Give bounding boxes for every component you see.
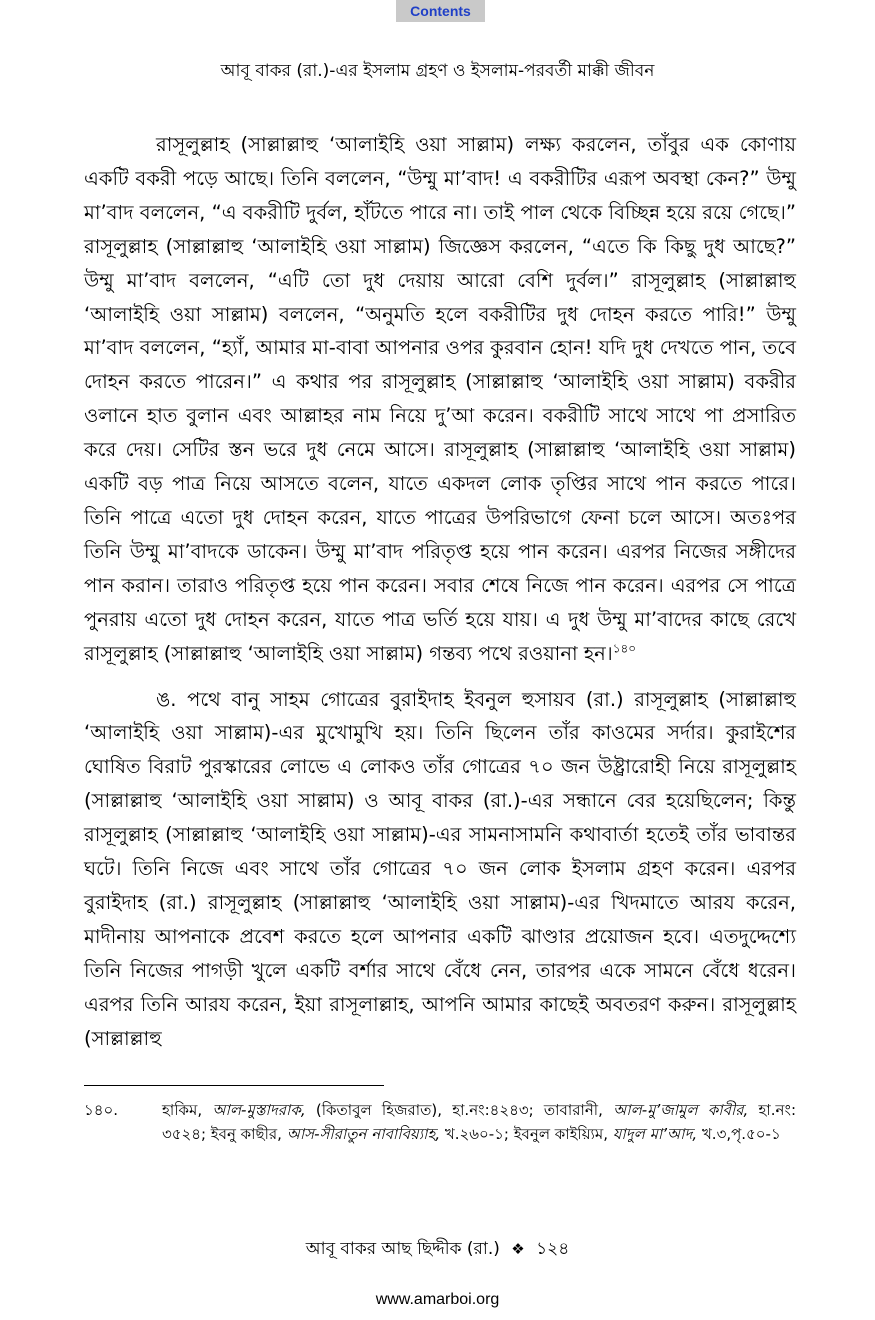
- footnote-source-title: আল-মু’জামুল কাবীর,: [613, 1101, 749, 1119]
- footnote-seg: হা.নং: ৩৫২৪; ইবনু কাছীর,: [162, 1101, 796, 1143]
- footnote-source-title: আস-সীরাতুন নাবাবিয়্যাহ,: [286, 1125, 441, 1143]
- footnote-source-title: আল-মুস্তাদরাক,: [212, 1101, 306, 1119]
- footnote-ref-140[interactable]: ১৪০: [612, 641, 637, 656]
- contents-button[interactable]: Contents: [396, 0, 485, 22]
- footnote-text: [162, 1098, 796, 1146]
- website-link[interactable]: www.amarboi.org: [375, 1291, 500, 1308]
- footnote-seg: হাকিম,: [162, 1101, 213, 1119]
- footnote-seg: খ.২৬০-১; ইবনুল কাইয়্যিম,: [440, 1125, 613, 1143]
- footnote-seg: খ.৩,পৃ.৫০-১: [697, 1125, 781, 1143]
- footnote-divider: [84, 1085, 384, 1086]
- footnote-140: [84, 1098, 796, 1146]
- ornament-icon: ❖: [511, 1240, 525, 1258]
- paragraph-2: ঙ. পথে বানু সাহম গোত্রের বুরাইদাহ ইবনুল হুসায়ব (রা.) রাসূলুল্লাহ (সাল্লাল্লাহু ‘আলাইহি ওয়া সাল্লাম)-এর মুখোমুখি হয়। তিনি ছিলেন তাঁর কাওমের সর্দার। কুরাইশের ঘোষিত বিরাট পুরস্কারের লোভে এ লোকও তাঁর গোত্রের ৭০ জন উষ্ট্রারোহী নিয়ে রাসূলুল্লাহ (সাল্লাল্লাহু ‘আলাইহি ওয়া সাল্লাম) ও আবূ বাকর (রা.)-এর সন্ধানে বের হয়েছিলেন; কিন্তু রাসূলুল্লাহ (সাল্লাল্লাহু ‘আলাইহি ওয়া সাল্লাম)-এর সামনাসামনি কথাবার্তা হতেই তাঁর ভাবান্তর ঘটে। তিনি নিজে এবং সাথে তাঁর গোত্রের ৭০ জন লোক ইসলাম গ্রহণ করেন। এরপর বুরাইদাহ (রা.) রাসূলুল্লাহ (সাল্লাল্লাহু ‘আলাইহি ওয়া সাল্লাম)-এর খিদমাতে আরয করেন, মাদীনায় আপনাকে প্রবেশ করতে হলে আপনার একটি ঝাণ্ডার প্রয়োজন হবে। এতদুদ্দেশ্যে তিনি নিজের পাগড়ী খুলে একটি বর্শার সাথে বেঁধে নেন, তারপর একে সামনে বেঁধে ধরেন। এরপর তিনি আরয করেন, ইয়া রাসূলাল্লাহ, আপনি আমার কাছেই অবতরণ করুন। রাসূলুল্লাহ (সাল্লাল্লাহু: [84, 687, 796, 1050]
- footer-book-title: আবূ বাকর আছ ছিদ্দীক (রা.): [305, 1239, 500, 1259]
- page-number: ১২৪: [536, 1239, 570, 1259]
- page-footer: [0, 1236, 875, 1264]
- footnote-number: ১৪০.: [84, 1101, 118, 1119]
- running-header: আবূ বাকর (রা.)-এর ইসলাম গ্রহণ ও ইসলাম-পরবর্তী মাক্কী জীবন: [220, 61, 655, 81]
- footnote-seg: (কিতাবুল হিজরাত), হা.নং:৪২৪৩; তাবারানী,: [305, 1101, 614, 1119]
- main-text: [84, 128, 796, 1055]
- paragraph-1: [84, 128, 796, 671]
- footnote-source-title: যাদুল মা’আদ,: [612, 1125, 698, 1143]
- paragraph-1-text: রাসূলুল্লাহ (সাল্লাল্লাহু ‘আলাইহি ওয়া সাল্লাম) লক্ষ্য করলেন, তাঁবুর এক কোণায় একটি বকরী পড়ে আছে। তিনি বললেন, “উম্মু মা’বাদ! এ বকরীটির এরূপ অবস্থা কেন?” উম্মু মা’বাদ বললেন, “এ বকরীটি দুর্বল, হাঁটতে পারে না। তাই পাল থেকে বিচ্ছিন্ন হয়ে রয়ে গেছে।” রাসূলুল্লাহ (সাল্লাল্লাহু ‘আলাইহি ওয়া সাল্লাম) জিজ্ঞেস করলেন, “এতে কি কিছু দুধ আছে?” উম্মু মা’বাদ বললেন, “এটি তো দুধ দেয়ায় আরো বেশি দুর্বল।” রাসূলুল্লাহ (সাল্লাল্লাহু ‘আলাইহি ওয়া সাল্লাম) বললেন, “অনুমতি হলে বকরীটির দুধ দোহন করতে পারি!” উম্মু মা’বাদ বললেন, “হ্যাঁ, আমার মা-বাবা আপনার ওপর কুরবান হোন! যদি দুধ দেখতে পান, তবে দোহন করতে পারেন।” এ কথার পর রাসূলুল্লাহ (সাল্লাল্লাহু ‘আলাইহি ওয়া সাল্লাম) বকরীর ওলানে হাত বুলান এবং আল্লাহর নাম নিয়ে দু’আ করেন। বকরীটি সাথে সাথে পা প্রসারিত করে দেয়। সেটির স্তন ভরে দুধ নেমে আসে। রাসূলুল্লাহ (সাল্লাল্লাহু ‘আলাইহি ওয়া সাল্লাম) একটি বড় পাত্র নিয়ে আসতে বলেন, যাতে একদল লোক তৃপ্তির সাথে পান করতে পারে। তিনি পাত্রে এতো দুধ দোহন করেন, যাতে পাত্রের উপরিভাগে ফেনা চলে আসে। অতঃপর তিনি উম্মু মা’বাদকে ডাকেন। উম্মু মা’বাদ পরিতৃপ্ত হয়ে পান করেন। এরপর নিজের সঙ্গীদের পান করান। তারাও পরিতৃপ্ত হয়ে পান করেন। সবার শেষে নিজে পান করেন। এরপর সে পাত্রে পুনরায় এতো দুধ দোহন করেন, যাতে পাত্র ভর্তি হয়ে যায়। এ দুধ উম্মু মা’বাদের কাছে রেখে রাসূলুল্লাহ (সাল্লাল্লাহু ‘আলাইহি ওয়া সাল্লাম) গন্তব্য পথে রওয়ানা হন।: [84, 133, 796, 665]
